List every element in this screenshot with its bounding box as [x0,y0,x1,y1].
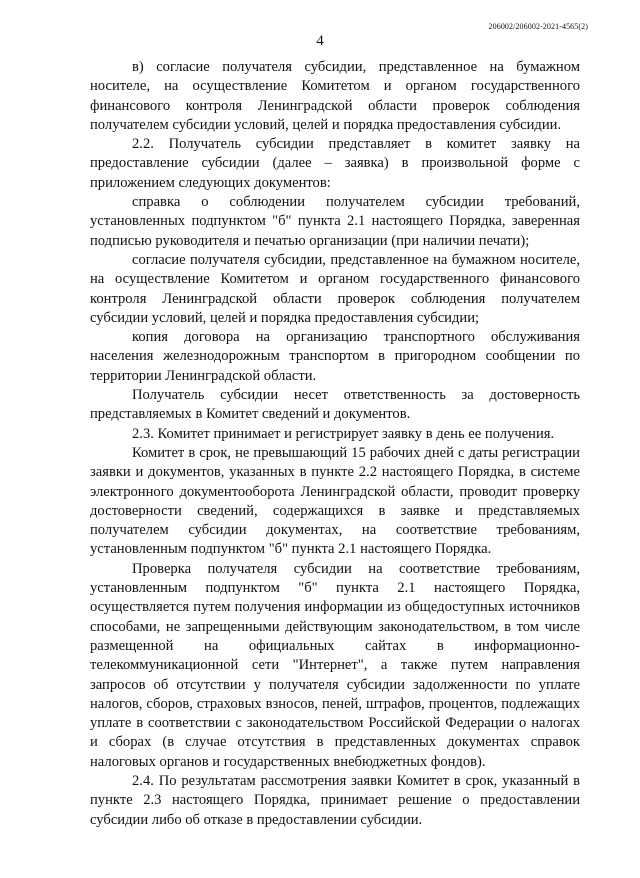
document-body [90,58,580,830]
paragraph-consent-v: в) согласие получателя субсидии, представленное на бумажном носителе, на осуществление Комитетом и органом государственного финансового контроля Ленинградской области проверок соблюдения получателем субсидии условий, целей и порядка предоставления субсидии. [90,59,580,133]
document-id: 206002/206002-2021-4565(2) [488,22,588,31]
page-number: 4 [316,33,324,49]
paragraph-contract-copy: копия договора на организацию транспортного обслуживания населения железнодорожным транспортом в пригородном сообщении по территории Ленинградской области. [90,329,580,384]
paragraph-responsibility: Получатель субсидии несет ответственность за достоверность представляемых в Комитет сведений и документов. [90,387,580,423]
paragraph-certificate: справка о соблюдении получателем субсидии требований, установленных подпунктом "б" пункта 2.1 настоящего Порядка, заверенная подписью руководителя и печатью организации (при наличии печати); [90,194,580,249]
paragraph-review-term: Комитет в срок, не превышающий 15 рабочих дней с даты регистрации заявки и документов, указанных в пункте 2.2 настоящего Порядка, в системе электронного документооборота Ленинградской области, проводит проверку достоверности сведений, содержащихся в заявке и представляемых получателем субсидии документах, на соответствие требованиям, установленным подпунктом "б" пункта 2.1 настоящего Порядка. [90,444,580,558]
paragraph-2-2: 2.2. Получатель субсидии представляет в комитет заявку на предоставление субсидии (далее – заявка) в произвольной форме с приложением следующих документов: [90,136,580,191]
paragraph-verification: Проверка получателя субсидии на соответствие требованиям, установленным подпунктом "б" пункта 2.1 настоящего Порядка, осуществляется путем получения информации из общедоступных источников способами, не запрещенными действующим законодательством, в том числе размещенной на официальных сайтах в информационно-телекоммуникационной сети "Интернет", а также путем направления запросов об отсутствии у получателя субсидии задолженности по уплате налогов, сборов, страховых взносов, пеней, штрафов, процентов, подлежащих уплате в соответствии с законодательством Российской Федерации о налогах и сборах (в случае отсутствия в представленных документах справок налоговых органов и государственных внебюджетных фондов). [90,560,580,770]
paragraph-consent: согласие получателя субсидии, представленное на бумажном носителе, на осуществление Комитетом и органом государственного финансового контроля Ленинградской области проверок соблюдения получателем субсидии условий, целей и порядка предоставления субсидии; [90,251,580,326]
paragraph-2-4: 2.4. По результатам рассмотрения заявки Комитет в срок, указанный в пункте 2.3 настоящего Порядка, принимает решение о предоставлении субсидии либо об отказе в предоставлении субсидии. [90,772,580,828]
paragraph-2-3: 2.3. Комитет принимает и регистрирует заявку в день ее получения. [132,425,555,442]
